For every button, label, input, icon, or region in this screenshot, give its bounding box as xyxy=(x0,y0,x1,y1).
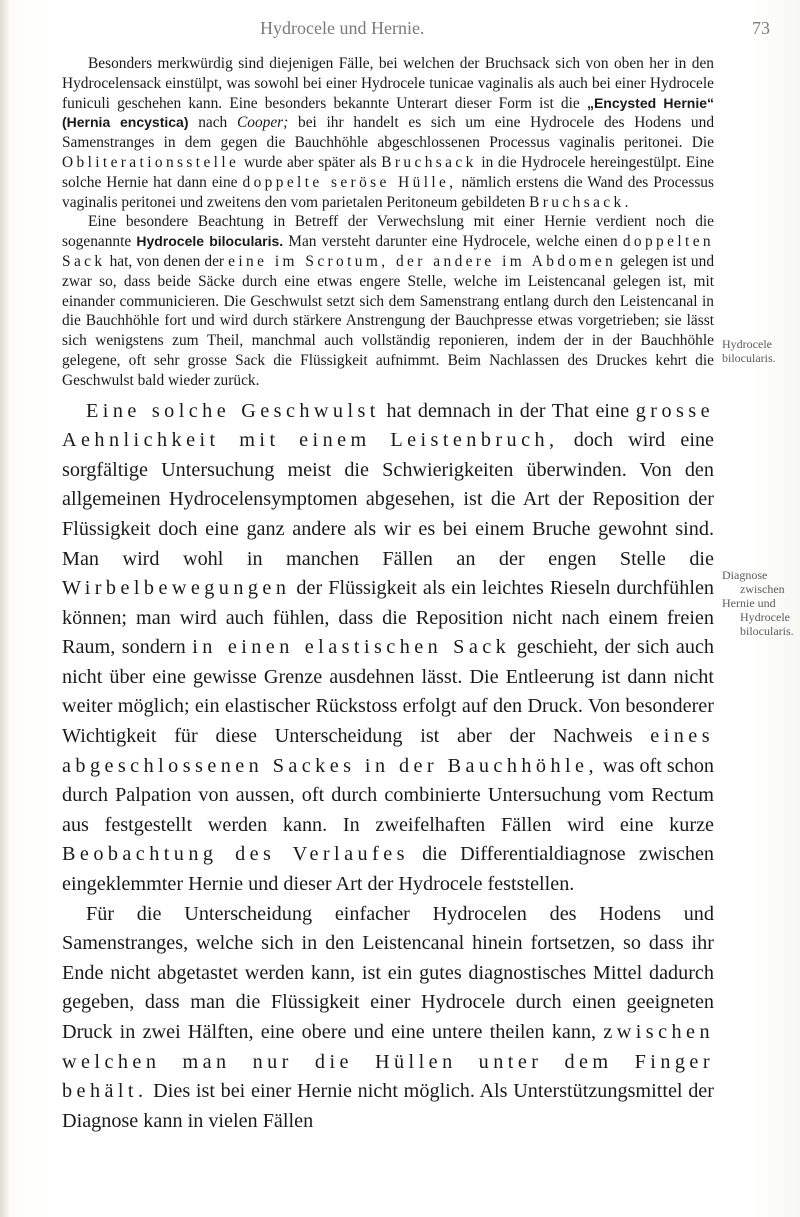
margin-note-diagnose: Diagnose zwischen Hernie und Hydrocele bilocularis. xyxy=(722,568,794,638)
large-print-section xyxy=(62,397,714,1137)
author-cooper: Cooper; xyxy=(236,114,289,132)
emph-doppelte-huelle: doppelte seröse Hülle, xyxy=(242,173,457,191)
emph-doppelten-sack: doppelten Sack xyxy=(62,233,714,270)
emph-aehnlichkeit: grosse Aehnlichkeit mit einem Leistenbruch, xyxy=(62,399,714,452)
paragraph-diagnosis: Eine solche Geschwulst hat demnach in der That eine grosse Aehnlichkeit mit einem Leistenbruch, doch wird eine sorgfältige Untersuchung meist die Schwierigkeiten überwinden. Von den allgemeinen Hydrocelensymptomen abgesehen, ist die Art der Reposition der Flüssigkeit doch eine ganz andere als wir es bei einem Bruche gewohnt sind. Man wird wohl in manchen Fällen an der engen Stelle die Wirbelbewegungen der Flüssigkeit als ein leichtes Rieseln durchfühlen können; man wird auch fühlen, dass die Reposition nicht nach einem freien Raum, sondern in einen elastischen Sack geschieht, der sich auch nicht über eine gewisse Grenze ausdehnen lässt. Die Entleerung ist dann nicht weiter möglich; ein elastischer Rückstoss erfolgt auf den Druck. Von besonderer Wichtigkeit für diese Unterscheidung ist aber der Nachweis eines abgeschlossenen Sackes in der Bauchhöhle, was oft schon durch Palpation von aussen, oft durch combinierte Untersuchung vom Rectum aus festgestellt werden kann. In zweifelhaften Fällen wird eine kurze Beobachtung des Verlaufes die Differentialdiagnose zwischen eingeklemmter Hernie und dieser Art der Hydrocele feststellen. xyxy=(62,399,715,896)
emph-abgeschlossenen-sackes: eines abgeschlossenen Sackes in der Bauchhöhle, xyxy=(62,725,714,777)
emph-elastischen-sack: in einen elastischen Sack xyxy=(192,636,511,659)
page-number: 73 xyxy=(752,18,770,38)
paragraph-hydrocele-bilocularis: Eine besondere Beachtung in Betreff der Verwechslung mit einer Hernie verdient noch die sogenannte Hydrocele bilocularis. Man versteht darunter eine Hydrocele, welche einen doppelten Sack hat, von denen der eine im Scrotum, der andere im Abdomen gelegen ist und zwar so, dass beide Säcke durch eine etwas engere Stelle, welche im Leistencanal gelegen ist, mit einander communicieren. Die Geschwulst setzt sich dem Samenstrang entlang durch den Leistencanal in die Bauchhöhle fort und wird durch stärkere Anstrengung der Bauchpresse etwas vorgetrieben; sie lässt sich wenigstens zum Theil, manchmal auch vollständig reponieren, indem der in der Bauchhöhle gelegene, oft sehr grosse Sack die Flüssigkeit aufnimmt. Beim Nachlassen des Druckes kehrt die Geschwulst bald wieder zurück. xyxy=(62,213,715,389)
running-header xyxy=(130,18,770,42)
small-print-section xyxy=(62,54,714,391)
main-text xyxy=(62,54,714,1136)
emph-obliterationsstelle: Obliterationsstelle xyxy=(62,153,240,171)
term-hydrocele-bilocularis: Hydrocele bilocularis. xyxy=(136,233,284,250)
emph-scrotum-abdomen: eine im Scrotum, der andere im Abdomen xyxy=(228,252,617,270)
paragraph-encysted-hernie: Besonders merkwürdig sind diejenigen Fälle, bei welchen der Bruchsack sich von oben her in den Hydrocelensack einstülpt, was sowohl bei einer Hydrocele tunicae vaginalis als auch bei einer Hydrocele funiculi geschehen kann. Eine besonders bekannte Unterart dieser Form ist die „Encysted Hernie“ (Hernia encystica) nach Cooper; bei ihr handelt es sich um eine Hydrocele des Hodens und Samenstranges in dem gegen die Bauchhöhle abgeschlossenen Processus vaginalis peritonei. Die Obliterationsstelle wurde aber später als Bruchsack in die Hydrocele hereingestülpt. Eine solche Hernie hat dann eine doppelte seröse Hülle, nämlich erstens die Wand des Processus vaginalis peritonei und zweitens den vom parietalen Peritoneum gebildeten Bruchsack. xyxy=(62,55,715,211)
page-spine-shadow xyxy=(0,0,10,1217)
emph-beobachtung: Beobachtung des Verlaufes xyxy=(62,843,409,866)
emph-solche-geschwulst: Eine solche Geschwulst xyxy=(86,399,380,422)
header-title: Hydrocele und Hernie. xyxy=(260,18,425,38)
emph-bruchsack: Bruchsack xyxy=(381,153,477,171)
emph-zwischen-welchen: zwischen welchen man nur die Hüllen unter dem Finger behält. xyxy=(62,1021,714,1103)
term-encysted-hernie: „Encysted Hernie“ (Hernia encystica) xyxy=(62,94,714,131)
emph-wirbelbewegungen: Wirbelbewegungen xyxy=(62,577,291,600)
paragraph-simple-hydrocele: Für die Unterscheidung einfacher Hydrocelen des Hodens und Samenstranges, welche sich in den Leistencanal hinein fortsetzen, so dass ihr Ende nicht abgetastet werden kann, ist ein gutes diagnostisches Mittel dadurch gegeben, dass man die Flüssigkeit einer Hydrocele durch einen geeigneten Druck in zwei Hälften, eine obere und eine untere theilen kann, zwischen welchen man nur die Hüllen unter dem Finger behält. Dies ist bei einer Hernie nicht möglich. Als Unterstützungsmittel der Diagnose kann in vielen Fällen xyxy=(62,902,714,1132)
margin-note-hydrocele-bilocularis: Hydrocele bilocularis. xyxy=(722,337,776,365)
emph-bruchsack-2: Bruchsack. xyxy=(529,193,632,211)
